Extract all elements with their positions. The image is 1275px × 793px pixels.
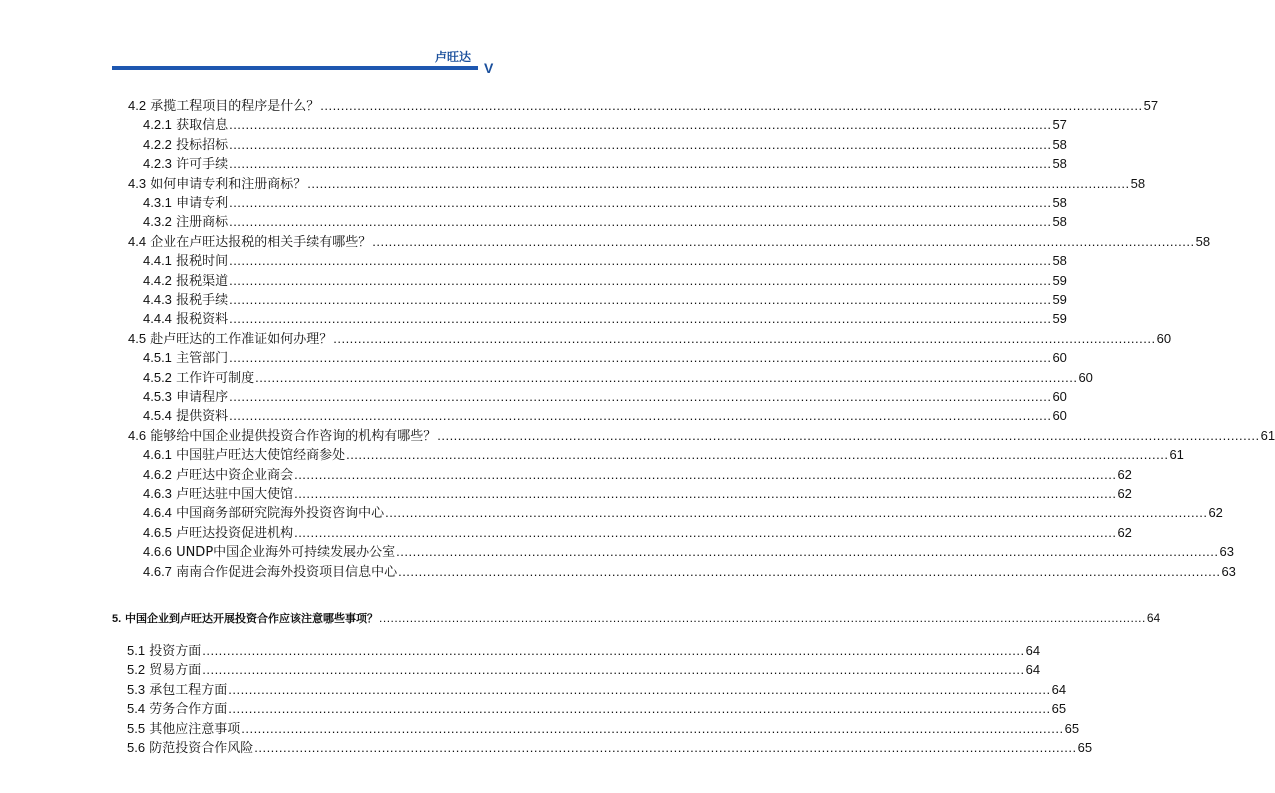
toc-entry[interactable] bbox=[143, 251, 1067, 271]
toc-entry-number: 5.4 bbox=[127, 701, 146, 717]
toc-entry-page: 63 bbox=[1221, 563, 1236, 579]
toc-entry[interactable] bbox=[143, 445, 1184, 465]
toc-entry[interactable] bbox=[127, 738, 1093, 758]
toc-entry-number: 4.4.3 bbox=[143, 292, 172, 307]
toc-entry-title: 主管部门 bbox=[176, 351, 229, 367]
toc-entry-page: 60 bbox=[1078, 369, 1093, 385]
toc-leader-dots: ........................................................................................................................................................................................................ bbox=[229, 136, 1052, 152]
toc-entry-title: 报税手续 bbox=[176, 293, 229, 308]
toc-entry-page: 59 bbox=[1052, 292, 1067, 307]
toc-leader-dots: ........................................................................................................................................................................................................ bbox=[372, 233, 1195, 249]
toc-entry-number: 4.5.2 bbox=[143, 369, 172, 385]
toc-entry-title: 报税时间 bbox=[176, 254, 229, 270]
toc-entry-number: 4.6.5 bbox=[143, 524, 172, 540]
toc-entry-page: 62 bbox=[1117, 524, 1132, 540]
toc-entry-page: 58 bbox=[1052, 156, 1067, 172]
toc-entry-page: 57 bbox=[1143, 98, 1159, 113]
toc-leader-dots: ........................................................................................................................................................................................................ bbox=[202, 662, 1025, 678]
toc-entry[interactable] bbox=[112, 608, 1161, 628]
toc-entry-number: 4.2.3 bbox=[143, 156, 172, 172]
toc-entry-title: 其他应注意事项 bbox=[149, 721, 241, 737]
toc-entry-number: 4.3.1 bbox=[143, 195, 172, 210]
toc-entry-page: 58 bbox=[1195, 233, 1211, 249]
toc-entry[interactable] bbox=[127, 680, 1067, 700]
toc-leader-dots: ........................................................................................................................................................................................................ bbox=[294, 486, 1117, 501]
toc-entry-number: 4.2 bbox=[128, 98, 147, 113]
toc-entry-number: 4.5.3 bbox=[143, 389, 172, 404]
toc-entry-number: 4.6.1 bbox=[143, 447, 172, 463]
toc-entry-page: 58 bbox=[1052, 195, 1067, 210]
toc-entry[interactable] bbox=[127, 719, 1080, 739]
toc-leader-dots: ........................................................................................................................................................................................................ bbox=[202, 643, 1025, 658]
toc-entry-page: 64 bbox=[1051, 681, 1067, 697]
toc-entry-title: 防范投资合作风险 bbox=[149, 741, 254, 756]
toc-entry-number: 4.2.1 bbox=[143, 117, 172, 133]
toc-entry-number: 4.5.4 bbox=[143, 408, 172, 424]
toc-entry-title: 卢旺达中资企业商会 bbox=[176, 467, 294, 483]
toc-entry[interactable] bbox=[143, 503, 1223, 523]
toc-entry-number: 4.4.2 bbox=[143, 272, 172, 288]
toc-entry-page: 58 bbox=[1052, 214, 1067, 230]
toc-entry[interactable] bbox=[143, 484, 1132, 504]
toc-entry[interactable] bbox=[143, 193, 1067, 213]
toc-entry-title: 报税渠道 bbox=[176, 273, 229, 289]
toc-entry-title: 劳务合作方面 bbox=[149, 702, 228, 718]
toc-leader-dots: ........................................................................................................................................................................................................ bbox=[229, 408, 1052, 424]
toc-entry-title: 承包工程方面 bbox=[149, 682, 228, 698]
toc-entry-title: 许可手续 bbox=[176, 157, 229, 173]
toc-entry-page: 65 bbox=[1077, 740, 1093, 755]
toc-entry-page: 59 bbox=[1052, 311, 1067, 327]
toc-entry-page: 61 bbox=[1260, 427, 1275, 443]
toc-leader-dots: ........................................................................................................................................................................................................ bbox=[229, 253, 1052, 269]
toc-entry-page: 62 bbox=[1208, 505, 1223, 521]
toc-entry-title: UNDP中国企业海外可持续发展办公室 bbox=[176, 545, 396, 561]
toc-entry-page: 62 bbox=[1117, 466, 1132, 482]
toc-entry[interactable] bbox=[128, 426, 1275, 446]
toc-entry-title: 能够给中国企业提供投资合作咨询的机构有哪些？ bbox=[150, 428, 437, 444]
toc-leader-dots: ........................................................................................................................................................................................................ bbox=[229, 389, 1052, 404]
toc-entry-page: 62 bbox=[1117, 486, 1132, 501]
toc-entry[interactable] bbox=[128, 174, 1146, 194]
toc-leader-dots: ........................................................................................................................................................................................................ bbox=[229, 117, 1052, 133]
toc-entry-title: 中国驻卢旺达大使馆经商参处 bbox=[176, 448, 346, 464]
toc-entry[interactable] bbox=[143, 542, 1234, 562]
toc-entry-page: 60 bbox=[1156, 330, 1172, 346]
toc-entry-page: 60 bbox=[1052, 389, 1067, 404]
toc-leader-dots: ........................................................................................................................................................................................................ bbox=[228, 701, 1051, 717]
toc-entry-title: 工作许可制度 bbox=[176, 370, 255, 386]
toc-entry-page: 65 bbox=[1064, 720, 1080, 736]
toc-entry[interactable] bbox=[127, 641, 1041, 661]
toc-entry-page: 61 bbox=[1169, 447, 1184, 463]
toc-entry-page: 58 bbox=[1130, 175, 1146, 191]
toc-entry-title: 报税资料 bbox=[176, 312, 229, 328]
toc-entry[interactable] bbox=[128, 232, 1211, 252]
toc-entry-title: 承揽工程项目的程序是什么？ bbox=[150, 99, 320, 114]
toc-leader-dots: ........................................................................................................................................................................................................ bbox=[294, 466, 1117, 482]
toc-leader-dots: ........................................................................................................................................................................................................ bbox=[254, 740, 1077, 755]
toc-leader-dots: ........................................................................................................................................................................................................ bbox=[228, 681, 1051, 697]
toc-entry-number: 4.6.7 bbox=[143, 563, 172, 579]
toc-entry-title: 企业在卢旺达报税的相关手续有哪些？ bbox=[150, 234, 372, 250]
toc-leader-dots: ........................................................................................................................................................................................................ bbox=[229, 195, 1052, 210]
toc-leader-dots: ........................................................................................................................................................................................................ bbox=[241, 720, 1064, 736]
toc-entry-number: 4.6.4 bbox=[143, 505, 172, 521]
toc-entry[interactable] bbox=[143, 387, 1067, 407]
toc-leader-dots: ........................................................................................................................................................................................................ bbox=[255, 369, 1078, 385]
toc-entry-title: 贸易方面 bbox=[149, 663, 202, 679]
toc-entry-page: 64 bbox=[1146, 611, 1161, 625]
toc-entry-title: 中国企业到卢旺达开展投资合作应该注意哪些事项？ bbox=[125, 612, 379, 625]
toc-entry[interactable] bbox=[143, 115, 1067, 135]
toc-entry[interactable] bbox=[128, 329, 1172, 349]
toc-entry-number: 4.2.2 bbox=[143, 136, 172, 152]
toc-entry-page: 60 bbox=[1052, 350, 1067, 366]
header-rule bbox=[112, 66, 478, 70]
toc-entry[interactable] bbox=[143, 465, 1132, 485]
toc-leader-dots: ........................................................................................................................................................................................................ bbox=[346, 447, 1169, 463]
toc-entry-number: 4.5 bbox=[128, 330, 147, 346]
toc-entry-page: 60 bbox=[1052, 408, 1067, 424]
toc-entry[interactable] bbox=[143, 271, 1067, 291]
toc-entry-title: 申请专利 bbox=[176, 196, 229, 211]
toc-entry-number: 5.3 bbox=[127, 681, 146, 697]
toc-entry-number: 4.3 bbox=[128, 175, 147, 191]
toc-leader-dots: ........................................................................................................................................................................................................ bbox=[307, 175, 1130, 191]
toc-entry[interactable] bbox=[143, 523, 1132, 543]
toc-entry-page: 64 bbox=[1025, 662, 1041, 678]
toc-entry[interactable] bbox=[143, 290, 1067, 310]
toc-entry-title: 如何申请专利和注册商标？ bbox=[150, 176, 307, 192]
toc-entry-number: 4.6.6 bbox=[143, 544, 172, 560]
toc-entry[interactable] bbox=[127, 699, 1067, 719]
toc-leader-dots: ........................................................................................................................................................................................................ bbox=[320, 98, 1143, 113]
toc-entry-number: 4.3.2 bbox=[143, 214, 172, 230]
toc-entry-number: 5. bbox=[112, 613, 122, 625]
toc-leader-dots: ........................................................................................................................................................................................................ bbox=[398, 563, 1221, 579]
toc-leader-dots: ........................................................................................................................................................................................................ bbox=[333, 330, 1156, 346]
toc-entry-page: 63 bbox=[1219, 544, 1234, 560]
toc-entry[interactable] bbox=[143, 406, 1067, 426]
toc-entry[interactable] bbox=[128, 96, 1159, 116]
toc-entry[interactable] bbox=[143, 154, 1067, 174]
toc-entry-page: 64 bbox=[1025, 643, 1041, 658]
toc-leader-dots: ........................................................................................................................................................................................................ bbox=[229, 311, 1052, 327]
running-header-title: 卢旺达 bbox=[434, 50, 471, 64]
toc-entry-number: 4.4.4 bbox=[143, 311, 172, 327]
toc-entry-title: 投资方面 bbox=[149, 644, 202, 659]
toc-leader-dots: ........................................................................................................................................................................................................ bbox=[229, 292, 1052, 307]
toc-leader-dots: ........................................................................................................................................................................................................ bbox=[229, 350, 1052, 366]
toc-entry-title: 卢旺达驻中国大使馆 bbox=[176, 487, 294, 502]
toc-entry-title: 中国商务部研究院海外投资咨询中心 bbox=[176, 506, 385, 522]
toc-leader-dots: ........................................................................................................................................................................................................ bbox=[229, 272, 1052, 288]
toc-entry-page: 57 bbox=[1052, 117, 1067, 133]
toc-leader-dots: ........................................................................................................................................................................................................ bbox=[294, 524, 1117, 540]
toc-entry-number: 5.1 bbox=[127, 643, 146, 658]
toc-entry-title: 南南合作促进会海外投资项目信息中心 bbox=[176, 564, 398, 580]
toc-entry-number: 5.5 bbox=[127, 720, 146, 736]
toc-entry-title: 赴卢旺达的工作准证如何办理？ bbox=[150, 331, 333, 347]
toc-entry-number: 4.4 bbox=[128, 233, 147, 249]
toc-entry-title: 提供资料 bbox=[176, 409, 229, 425]
toc-entry-title: 注册商标 bbox=[176, 215, 229, 231]
toc-entry-number: 5.6 bbox=[127, 740, 146, 755]
toc-entry[interactable] bbox=[143, 309, 1067, 329]
toc-entry[interactable] bbox=[143, 368, 1093, 388]
toc-entry[interactable] bbox=[143, 212, 1067, 232]
toc-entry-page: 58 bbox=[1052, 136, 1067, 152]
toc-entry[interactable] bbox=[127, 660, 1041, 680]
page-number: V bbox=[484, 60, 494, 76]
toc-entry-number: 4.5.1 bbox=[143, 350, 172, 366]
toc-entry-page: 65 bbox=[1051, 701, 1067, 717]
toc-entry-title: 投标招标 bbox=[176, 137, 229, 153]
toc-entry-title: 获取信息 bbox=[176, 118, 229, 134]
toc-leader-dots: ........................................................................................................................................................................................................ bbox=[229, 214, 1052, 230]
toc-entry[interactable] bbox=[143, 348, 1067, 368]
toc-entry-page: 59 bbox=[1052, 272, 1067, 288]
toc-leader-dots: ........................................................................................................................................................................................................ bbox=[385, 505, 1208, 521]
toc-entry[interactable] bbox=[143, 135, 1067, 155]
toc-entry-page: 58 bbox=[1052, 253, 1067, 269]
toc-leader-dots: ........................................................................................................................................................................................................ bbox=[229, 156, 1052, 172]
toc-entry-number: 4.6.2 bbox=[143, 466, 172, 482]
toc-entry-number: 4.6.3 bbox=[143, 486, 172, 501]
toc-leader-dots: ........................................................................................................................................................................................................ bbox=[379, 611, 1146, 625]
toc-entry-title: 卢旺达投资促进机构 bbox=[176, 525, 294, 541]
toc-entry-number: 5.2 bbox=[127, 662, 146, 678]
toc-entry-title: 申请程序 bbox=[176, 390, 229, 405]
toc-leader-dots: ........................................................................................................................................................................................................ bbox=[437, 427, 1260, 443]
toc-entry-number: 4.4.1 bbox=[143, 253, 172, 269]
toc-entry-number: 4.6 bbox=[128, 427, 147, 443]
toc-entry[interactable] bbox=[143, 562, 1236, 582]
toc-leader-dots: ........................................................................................................................................................................................................ bbox=[396, 544, 1219, 560]
